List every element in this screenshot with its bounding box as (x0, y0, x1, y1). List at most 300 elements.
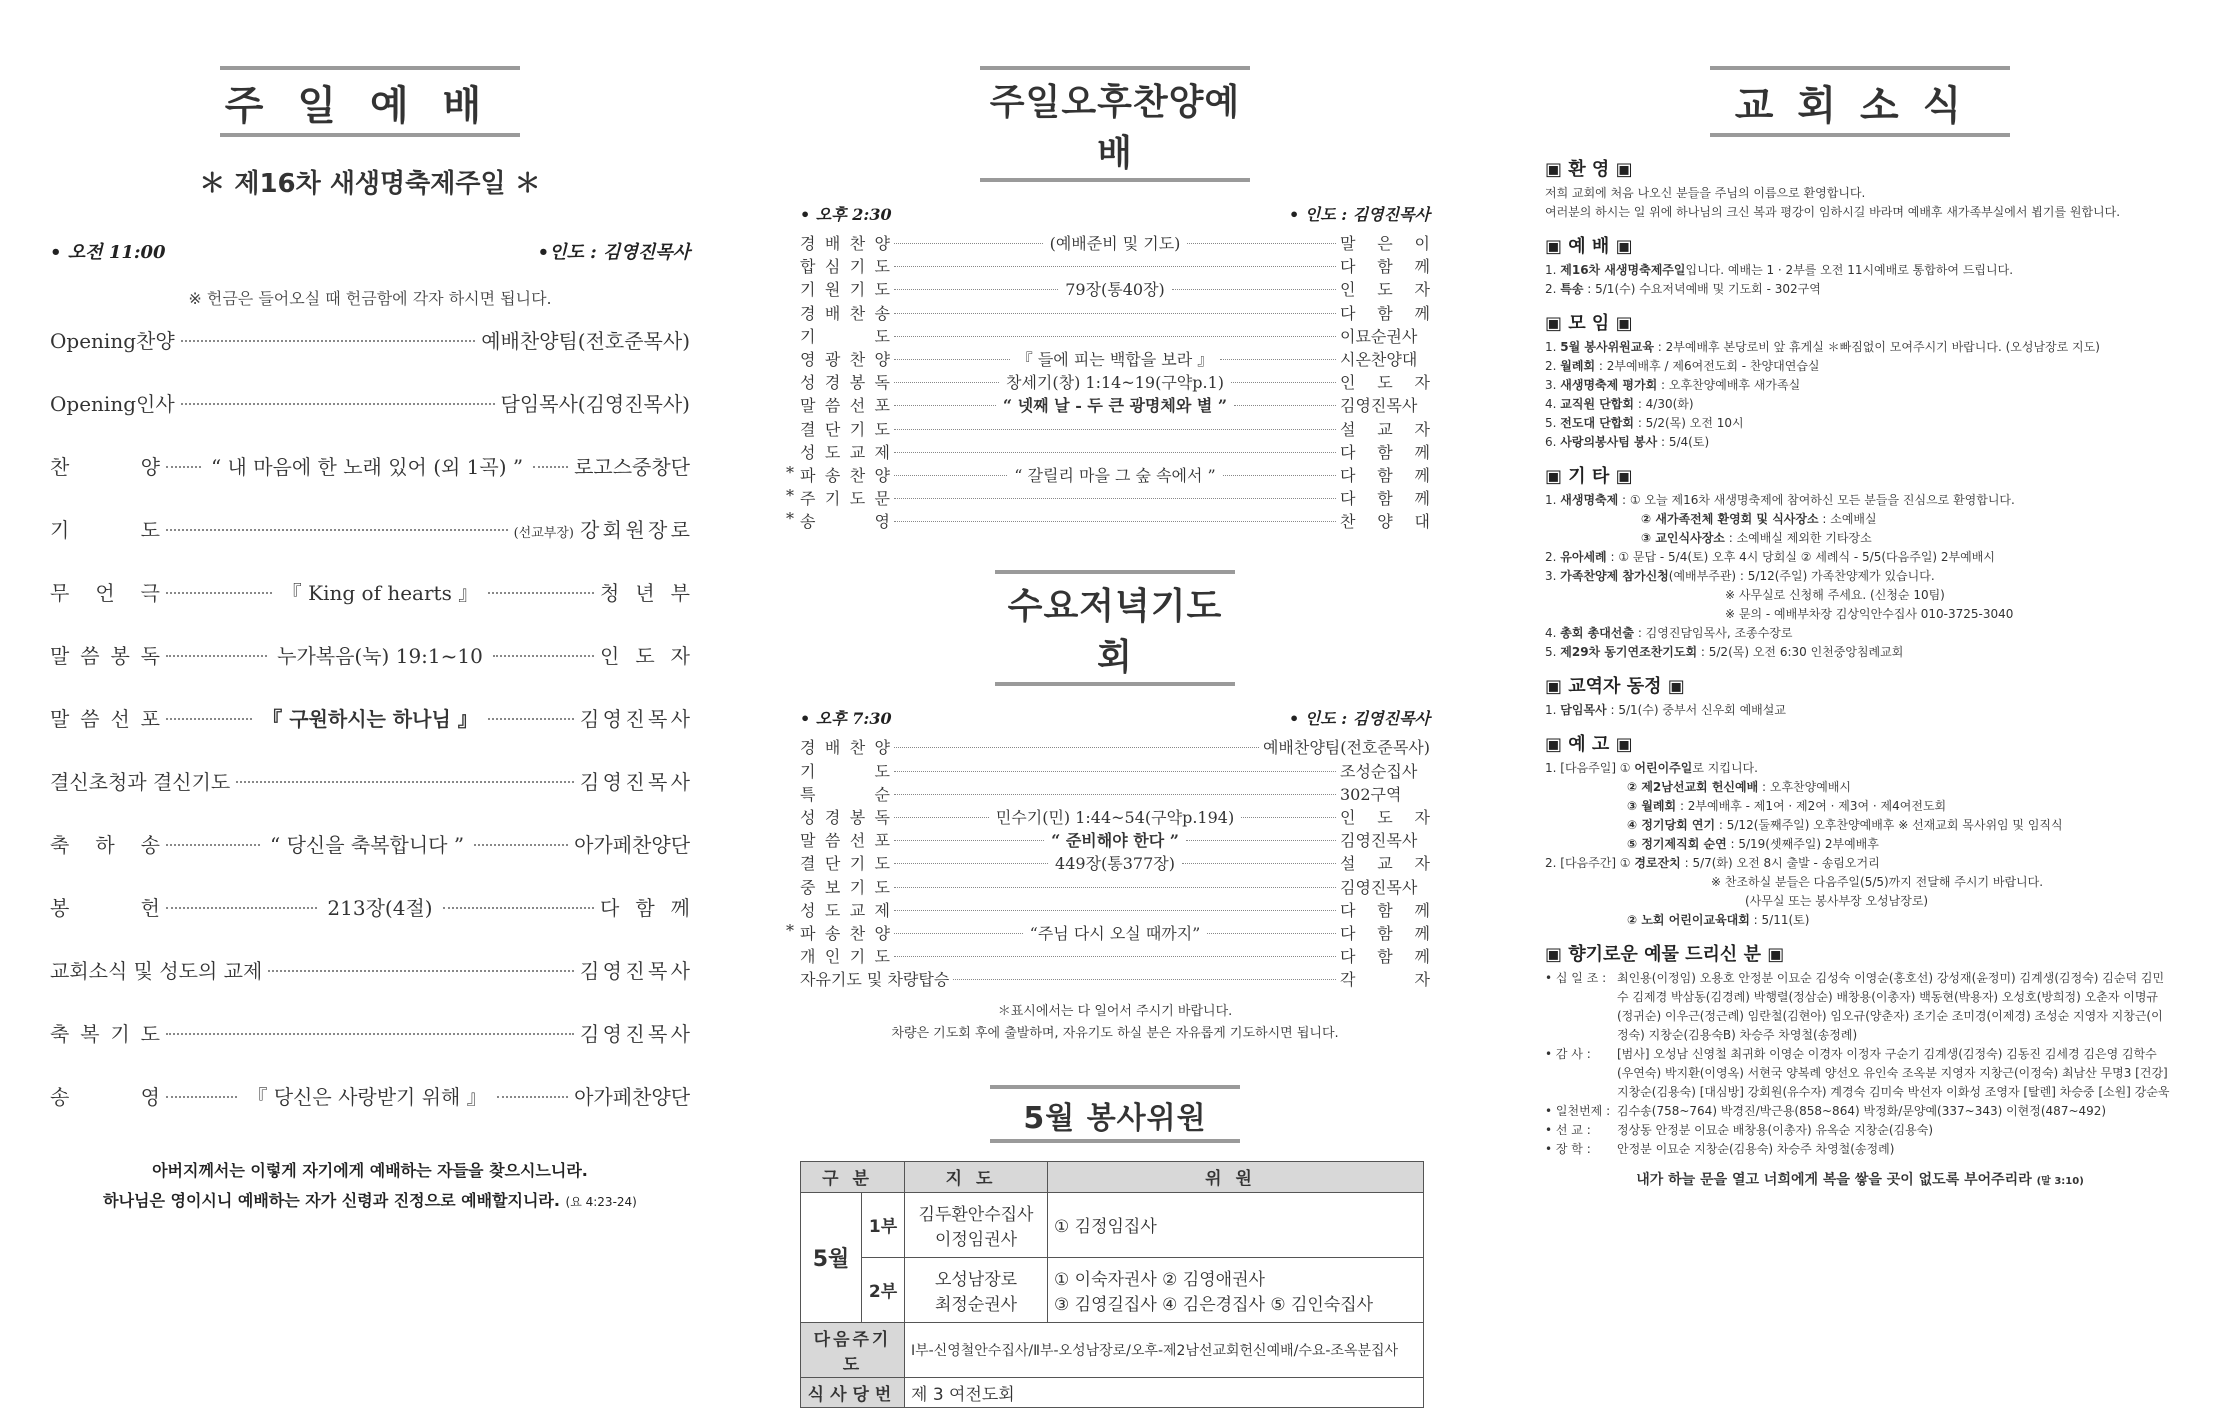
table-row (800, 851, 1430, 874)
offering-category: • 십 일 조 : (1545, 971, 1607, 985)
dot-leader (953, 979, 1336, 980)
worship-item-1: 1. 제16차 새생명축제주일입니다. 예배는 1 · 2부를 오전 11시예배로 통합하여 드립니다. (1545, 263, 2014, 277)
table-row (50, 577, 690, 640)
order-label: 기 도 (800, 326, 890, 346)
item-detail: : 4/30(화) (1634, 397, 1694, 411)
welcome-line-2: 여러분의 하시는 일 위에 하나님의 크신 복과 평강이 임하시길 바라며 예배후 새가족부실에서 뵙기를 원합니다. (1545, 205, 2121, 219)
item-title: 사랑의봉사팀 봉사 (1560, 435, 1658, 449)
members-cell: ① 김정임집사 (1048, 1192, 1424, 1257)
offering-category: • 감 사 : (1545, 1047, 1591, 1061)
order-person: 예배찬양팀(전호준목사) (481, 329, 690, 353)
dot-leader (166, 844, 260, 846)
offering-names: 안정분 이묘순 지창순(김용숙) 차승주 차영철(송정례) (1617, 1142, 1895, 1156)
order-person: 시온찬양대 (1340, 349, 1418, 369)
order-person: 김 영 진 목 사 (580, 959, 690, 983)
offering-item (1545, 1102, 2175, 1121)
order-label: 기 도 (800, 761, 890, 781)
table-row (786, 462, 1430, 486)
dot-leader (894, 521, 1336, 522)
wednesday-meta (800, 706, 1430, 729)
order-label: 특 순 (800, 784, 890, 804)
standing-mark: * (786, 462, 794, 482)
dot-leader (474, 844, 568, 846)
table-row (50, 514, 690, 577)
order-label: 주 기 도 문 (800, 489, 890, 509)
sunday-leader: •인도 : 김영진목사 (537, 242, 690, 263)
wednesday-banner (995, 570, 1235, 686)
order-label: 경 배 찬 양 (800, 738, 890, 758)
dot-leader (1220, 359, 1336, 360)
month-cell: 5월 (801, 1192, 862, 1322)
dot-leader (894, 747, 1259, 748)
order-label: 결신초청과 결신기도 (50, 770, 231, 794)
order-label: 성 경 봉 독 (800, 373, 890, 393)
offering-heading: ▣ 향기로운 예물 드리신 분 ▣ (1545, 944, 1785, 965)
item-number: 5. (1545, 416, 1561, 430)
table-row (800, 370, 1430, 393)
order-person: 다 함 께 (1340, 489, 1430, 509)
order-label: 경 배 찬 양 (800, 234, 890, 253)
dot-leader (894, 266, 1336, 267)
order-person: 설 교 자 (1340, 854, 1430, 874)
table-row (801, 1192, 1424, 1257)
dot-leader (166, 529, 508, 531)
order-label: 개 인 기 도 (800, 947, 890, 967)
guide-cell: 오성남장로 최정순권사 (905, 1257, 1048, 1322)
sunday-meta (50, 238, 690, 264)
dot-leader (1241, 817, 1336, 818)
standing-mark: * (786, 509, 794, 529)
staff-item-1: 1. 담임목사 : 5/1(수) 중부서 신우회 예배설교 (1545, 703, 1786, 717)
afternoon-title: 주일오후찬양예배 (989, 82, 1241, 174)
dot-leader (181, 403, 495, 405)
dot-leader (166, 1033, 574, 1035)
order-label: 합 심 기 도 (800, 257, 890, 277)
dot-leader (488, 592, 594, 594)
table-row (800, 301, 1430, 324)
worship-heading: ▣ 예 배 ▣ (1545, 236, 1633, 257)
item-title: 새생명축제 평가회 (1560, 378, 1658, 392)
order-person: 다 함 께 (1340, 303, 1430, 323)
order-label: 말 씀 봉 독 (50, 644, 160, 668)
order-content: 213장(4절) (327, 896, 433, 920)
header-members: 위원 (1048, 1161, 1424, 1192)
item-number: 1. (1545, 340, 1561, 354)
order-person: 김영진목사 (1340, 877, 1418, 897)
dot-leader (166, 718, 252, 720)
dot-leader (236, 781, 574, 783)
order-label: 말 씀 선 포 (50, 707, 160, 731)
etc-item-1: 1. 새생명축제 : ① 오늘 제16차 새생명축제에 참여하신 모든 분들을 진심으로 환영합니다. (1545, 493, 2015, 507)
item-title: 교직원 단합회 (1560, 397, 1634, 411)
sunday-worship-banner (220, 66, 520, 137)
dot-leader (1187, 243, 1336, 244)
etc-item-1-sub-3: ③ 교인식사장소 : 소예배실 제외한 기타장소 (1641, 531, 1872, 545)
dot-leader (894, 498, 1336, 499)
item-detail: : 2부예배후 / 제6여전도회 - 찬양대연습실 (1595, 359, 1820, 373)
dot-leader (894, 887, 1336, 888)
wednesday-time: • 오후 7:30 (800, 709, 892, 729)
service-header-row (801, 1161, 1424, 1192)
order-label: 성 경 봉 독 (800, 808, 890, 827)
guide-cell: 김두환안수집사 이정임권사 (905, 1192, 1048, 1257)
table-row (800, 875, 1430, 898)
order-person: 말 은 이 (1340, 234, 1431, 253)
order-person: 인 도 자 (1340, 808, 1431, 827)
table-row (800, 735, 1430, 758)
notice-item-1-sub-4: ④ 정기당회 연기 : 5/12(둘째주일) 오후찬양예배후 ※ 선재교회 목사위임 및 임직식 (1627, 818, 2063, 832)
offering-item (1545, 969, 2175, 1045)
order-person: 인 도 자 (1340, 373, 1430, 393)
order-content: 민수기(민) 1:44~54(구약p.194) (995, 808, 1235, 827)
meeting-heading: ▣ 모 임 ▣ (1545, 313, 1633, 334)
afternoon-leader: • 인도 : 김영진목사 (1288, 205, 1430, 224)
etc-item-1-sub-2: ② 새가족전체 환영회 및 식사장소 : 소예배실 (1641, 512, 1877, 526)
offering-names: 최인용(이정임) 오용호 안정분 이묘순 김성숙 이영순(홍호선) 강성재(윤정미) 김계생(김정숙) 김순덕 김민수 김제경 박삼동(김경례) 박행렬(정삼순) 배창용(이총자) 백동현(박용자) 오성호(방희정) 오춘자 이명규(정귀순) 이우근(정근례) 임란철(김현아) 임오규(양춘자) 조기순 조미경(이제경) 조성순 지영자 지창근(이정숙) 지창순(김용숙B) 차승주 차영철(송정례) (1617, 971, 2165, 1042)
meeting-item (1545, 338, 2175, 357)
order-content: 449장(통377장) (1055, 854, 1175, 874)
order-content: “ 갈릴리 마을 그 숲 속에서 ” (1014, 465, 1216, 485)
notice-heading: ▣ 예 고 ▣ (1545, 734, 1633, 755)
order-label: 말 씀 선 포 (800, 831, 890, 851)
order-person: 찬 양 대 (1340, 512, 1430, 532)
order-content: “ 내 마음에 한 노래 있어 (외 1곡) ” (210, 455, 524, 479)
item-title: 월례회 (1560, 359, 1596, 373)
standing-mark: * (786, 920, 794, 940)
table-row (800, 347, 1430, 370)
wednesday-notes (800, 1001, 1430, 1045)
dot-leader (488, 718, 574, 720)
table-row (50, 451, 690, 514)
meeting-item (1545, 433, 2175, 452)
table-row (786, 920, 1431, 944)
sunday-order-list (50, 325, 690, 1144)
notice-item-1-sub-3: ③ 월례회 : 2부예배후 - 제1여 · 제2여 · 제3여 · 제4여전도회 (1627, 799, 1947, 813)
order-label: 송 영 (50, 1085, 160, 1109)
item-title: 전도대 단합회 (1560, 416, 1634, 430)
etc-item-4: 4. 총회 총대선출 : 김영진담임목사, 조종수장로 (1545, 626, 1793, 640)
offering-category: • 장 학 : (1545, 1142, 1591, 1156)
order-label: 성 도 교 제 (800, 442, 890, 462)
meal-duty-label: 식사당번 (801, 1377, 905, 1407)
offering-note: ※ 헌금은 들어오실 때 헌금함에 각자 하시면 됩니다. (188, 289, 552, 308)
table-row (786, 509, 1430, 532)
order-person: 302구역 (1340, 784, 1402, 804)
sunday-footer-verse (50, 1156, 690, 1217)
dot-leader (443, 907, 594, 909)
table-row (800, 967, 1430, 990)
order-label: 찬 양 (50, 455, 160, 479)
table-row (800, 805, 1430, 828)
dot-leader (1207, 933, 1336, 934)
order-person: 담임목사(김영진목사) (500, 392, 690, 416)
order-person: 각 자 (1340, 970, 1430, 990)
standing-note: ＊표시에서는 다 일어서 주시기 바랍니다. (997, 1003, 1233, 1019)
dot-leader (894, 289, 1058, 290)
order-content: 『 구원하시는 하나님 』 (262, 707, 478, 731)
order-person: 설 교 자 (1340, 419, 1430, 439)
welcome-heading: ▣ 환 영 ▣ (1545, 159, 1633, 180)
offering-category: • 선 교 : (1545, 1123, 1591, 1137)
dot-leader (894, 336, 1336, 337)
meal-duty-value: 제 3 여전도회 (905, 1377, 1424, 1407)
church-news-column (1545, 0, 2175, 1240)
news-banner (1710, 66, 2010, 137)
item-number: 3. (1545, 378, 1561, 392)
dot-leader (1182, 863, 1336, 864)
order-person: 김영진목사 (1340, 831, 1418, 851)
meeting-item (1545, 376, 2175, 395)
dot-leader (166, 907, 317, 909)
dot-leader (894, 359, 1010, 360)
table-row (800, 254, 1430, 277)
news-title: 교회소식 (1734, 83, 1986, 129)
offering-names: 김수송(758~764) 박경진/박근용(858~864) 박정화/문양예(337~343) 이현정(487~492) (1617, 1104, 2107, 1118)
afternoon-meta (800, 202, 1430, 225)
sunday-worship-column (50, 0, 690, 1240)
dot-leader (894, 794, 1336, 795)
table-row (50, 703, 690, 766)
order-person: 김 영 진 목 사 (580, 707, 690, 731)
order-person: 김 영 진 목 사 (580, 1022, 690, 1046)
meeting-item (1545, 414, 2175, 433)
dot-leader (1223, 475, 1336, 476)
service-banner (990, 1085, 1240, 1143)
offering-item (1545, 1121, 2175, 1140)
item-number: 4. (1545, 397, 1561, 411)
etc-item-3: 3. 가족찬양제 참가신청(예배부주관) : 5/12(주일) 가족찬양제가 있습니다. (1545, 569, 1935, 583)
table-row (50, 1081, 690, 1144)
dot-leader (894, 910, 1336, 911)
order-label: 교회소식 및 성도의 교제 (50, 959, 263, 983)
notice-item-1-sub-5: ⑤ 정기제직회 순연 : 5/19(셋째주일) 2부예배후 (1627, 837, 1879, 851)
order-content: “ 준비해야 한다 ” (1051, 831, 1179, 851)
order-person: 이묘순권사 (1340, 326, 1418, 346)
verse-line-1: 아버지께서는 이렇게 자기에게 예배하는 자들을 찾으시느니라. (152, 1161, 588, 1180)
dot-leader (268, 970, 574, 972)
meeting-item (1545, 357, 2175, 376)
order-person: 다 함 께 (1340, 442, 1430, 462)
bus-note: 차량은 기도회 후에 출발하며, 자유기도 하실 분은 자유롭게 기도하시면 됩니다. (891, 1025, 1339, 1041)
order-person: 다 함 께 (600, 896, 690, 920)
item-title: 5월 봉사위원교육 (1560, 340, 1654, 354)
table-row (50, 892, 690, 955)
order-label: 파 송 찬 양 (800, 465, 890, 485)
staff-heading: ▣ 교역자 동정 ▣ (1545, 676, 1685, 697)
table-row (800, 393, 1430, 416)
meeting-item (1545, 395, 2175, 414)
members-cell: ① 이숙자권사 ② 김영애권사 ③ 김영길집사 ④ 김은경집사 ⑤ 김인숙집사 (1048, 1257, 1424, 1322)
item-detail: : 2부예배후 본당로비 앞 휴게실 ＊빠짐없이 모여주시기 바랍니다. (오성남장로 지도) (1653, 340, 2100, 354)
table-row (800, 782, 1430, 805)
dot-leader (181, 340, 476, 342)
dot-leader (166, 466, 201, 468)
worship-item-2: 2. 특송 : 5/1(수) 수요저녁예배 및 기도회 - 302구역 (1545, 282, 1821, 296)
table-row (50, 388, 690, 451)
order-content: (예배준비 및 기도) (1049, 234, 1181, 253)
dot-leader (894, 405, 996, 406)
order-content: “ 당신을 축복합니다 ” (270, 833, 465, 857)
dot-leader (166, 655, 267, 657)
table-row (786, 486, 1430, 509)
order-content: “주님 다시 오실 때까지” (1029, 923, 1201, 943)
dot-leader (894, 475, 1007, 476)
order-label: 무 언 극 (50, 581, 160, 605)
order-label: 말 씀 선 포 (800, 396, 890, 416)
dot-leader (894, 313, 1336, 314)
table-row (800, 440, 1430, 463)
order-person: 다 함 께 (1340, 947, 1430, 967)
order-label: 영 광 찬 양 (800, 349, 890, 369)
dot-leader (894, 956, 1336, 957)
order-person: 다 함 께 (1340, 900, 1430, 920)
etc-item-3-note-1: ※ 사무실로 신청해 주세요. (신청순 10팀) (1725, 588, 1945, 602)
offering-item (1545, 1045, 2175, 1102)
standing-mark: * (786, 486, 794, 506)
etc-heading: ▣ 기 타 ▣ (1545, 466, 1633, 487)
order-person: 다 함 께 (1340, 923, 1431, 943)
table-row (800, 231, 1430, 254)
order-label: 자유기도 및 차량탑승 (800, 970, 950, 990)
order-content: “ 넷째 날 - 두 큰 광명체와 별 ” (1002, 396, 1228, 416)
order-person: 다 함 께 (1340, 257, 1430, 277)
order-content: 누가복음(눅) 19:1~10 (277, 644, 483, 668)
dot-leader (894, 840, 1044, 841)
order-label: 파 송 찬 양 (800, 923, 890, 943)
table-row (800, 828, 1430, 851)
order-label: 기 원 기 도 (800, 280, 890, 300)
dot-leader (166, 1096, 237, 1098)
header-category: 구분 (801, 1161, 905, 1192)
order-person: 다 함 께 (1340, 465, 1430, 485)
verse-reference: (요 4:23-24) (565, 1195, 637, 1209)
dot-leader (894, 933, 1023, 934)
welcome-line-1: 저희 교회에 처음 나오신 분들을 주님의 이름으로 환영합니다. (1545, 186, 1866, 200)
table-row (801, 1377, 1424, 1407)
item-detail: : 5/4(토) (1657, 435, 1710, 449)
notice-item-1-sub-2: ② 제2남선교회 헌신예배 : 오후찬양예배시 (1627, 780, 1852, 794)
order-person: 김영진목사 (1340, 396, 1418, 416)
item-number: 2. (1545, 359, 1561, 373)
item-detail: : 5/2(목) 오전 10시 (1634, 416, 1744, 430)
order-person: 아가페찬양단 (574, 1085, 691, 1109)
order-content: 창세기(창) 1:14~19(구약p.1) (1006, 373, 1224, 393)
order-label: Opening찬양 (50, 329, 175, 353)
notice-item-2-sub-2: ② 노회 어린이교육대회 : 5/11(토) (1627, 913, 1810, 927)
dot-leader (1231, 382, 1336, 383)
item-number: 6. (1545, 435, 1561, 449)
order-label: Opening인사 (50, 392, 175, 416)
order-label: 송 영 (800, 512, 890, 532)
verse-line-2: 하나님은 영이시니 예배하는 자가 신령과 진정으로 예배할지니라. (요 4:23-24) (103, 1191, 637, 1210)
part-cell: 2부 (862, 1257, 905, 1322)
etc-item-5: 5. 제29차 동기연조찬기도회 : 5/2(목) 오전 6:30 인천중앙침례교회 (1545, 645, 1904, 659)
order-person: 로고스중창단 (574, 455, 690, 479)
order-content: 『 들에 피는 백합을 보라 』 (1016, 349, 1214, 369)
dot-leader (1186, 840, 1336, 841)
dot-leader (497, 1096, 568, 1098)
notice-item-2: 2. [다음주간] ① 경로잔치 : 5/7(화) 오전 8시 출발 - 송림오거리 (1545, 856, 1880, 870)
afternoon-time: • 오후 2:30 (800, 205, 892, 224)
festival-subtitle: ＊ 제16차 새생명축제주일 ＊ (199, 169, 541, 199)
notice-item-2-note: ※ 찬조하실 분들은 다음주일(5/5)까지 전달해 주시기 바랍니다. (1711, 875, 2044, 889)
order-person: 조성순집사 (1340, 761, 1418, 781)
order-content: 『 당신은 사랑받기 위해 』 (247, 1085, 487, 1109)
dot-leader (533, 466, 568, 468)
table-row (50, 1018, 690, 1081)
dot-leader (894, 243, 1043, 244)
order-person: 예배찬양팀(전호준목사) (1262, 738, 1430, 758)
sunday-worship-title: 주일예배 (224, 83, 516, 129)
afternoon-order-list (786, 231, 1431, 532)
dot-leader (894, 863, 1048, 864)
table-row (50, 640, 690, 703)
order-person: 김 영 진 목 사 (580, 770, 690, 794)
wednesday-leader: • 인도 : 김영진목사 (1288, 709, 1430, 729)
table-row (50, 955, 690, 1018)
item-detail: : 오후찬양예배후 새가족실 (1657, 378, 1801, 392)
order-person: 인 도 자 (600, 644, 690, 668)
etc-item-2: 2. 유아세례 : ① 문답 - 5/4(토) 오후 4시 당회실 ② 세례식 - 5/5(다음주일) 2부예배시 (1545, 550, 1995, 564)
dot-leader (894, 817, 989, 818)
dot-leader (894, 452, 1336, 453)
table-row (50, 766, 690, 829)
order-person: 인 도 자 (1340, 280, 1431, 300)
table-row (800, 898, 1430, 921)
notice-item-2-note-contact: (사무실 또는 봉사부장 오성남장로) (1745, 894, 1929, 908)
order-content: 79장(통40장) (1065, 280, 1165, 300)
table-row (800, 417, 1430, 440)
order-label: 축 복 기 도 (50, 1022, 160, 1046)
header-guide: 지도 (905, 1161, 1048, 1192)
next-prayer-value: Ⅰ부-신영철안수집사/Ⅱ부-오성남장로/오후-제2남선교회헌신예배/수요-조옥분집사 (905, 1322, 1424, 1377)
order-person: 아가페찬양단 (574, 833, 691, 857)
order-label: 축 하 송 (50, 833, 160, 857)
wednesday-order-list (786, 735, 1431, 990)
order-label: 결 단 기 도 (800, 854, 890, 874)
table-row (800, 944, 1430, 967)
offering-names: [범사] 오성남 신영철 최귀화 이영순 이경자 이정자 구순기 김계생(김정숙) 김동진 김세경 김은영 김학수(우연숙) 박지환(이영옥) 서현국 양복례 양선오 유인숙 조옥분 지영자 지창근(이정숙) 최남산 무명3 [건강] 지창순(김용숙) [대심방] 강회원(유수자) 계경숙 김미숙 박선자 이화성 조영자 [탈렌] 차승중 [소원] 강순욱 (1617, 1047, 2170, 1099)
part-cell: 1부 (862, 1192, 905, 1257)
dot-leader (894, 771, 1336, 772)
table-row (800, 759, 1430, 782)
order-label: 성 도 교 제 (800, 900, 890, 920)
order-person: 청 년 부 (600, 581, 690, 605)
order-label: 기 도 (50, 518, 160, 542)
afternoon-banner (980, 66, 1250, 182)
offering-category: • 일천번제 : (1545, 1104, 1611, 1118)
table-row (50, 829, 690, 892)
service-title: 5월 봉사위원 (1023, 1100, 1207, 1136)
offering-item (1545, 1140, 2175, 1159)
dot-leader (1172, 289, 1336, 290)
offering-list (1545, 969, 2175, 1159)
meeting-list (1545, 338, 2175, 452)
order-label: 결 단 기 도 (800, 419, 890, 439)
closing-verse: 내가 하늘 문을 열고 너희에게 복을 쌓을 곳이 없도록 부어주리라 (말 3:10) (1636, 1172, 2084, 1188)
sunday-time: • 오전 11:00 (50, 242, 166, 263)
order-label: 중 보 기 도 (800, 877, 890, 897)
table-row (800, 324, 1430, 347)
order-label: 경 배 찬 송 (800, 303, 890, 323)
order-label: 봉 헌 (50, 896, 160, 920)
dot-leader (166, 592, 272, 594)
dot-leader (894, 382, 999, 383)
dot-leader (493, 655, 594, 657)
table-row (800, 277, 1430, 300)
service-table (800, 1161, 1424, 1408)
order-person: 강 회 원 장 로 (580, 518, 690, 542)
